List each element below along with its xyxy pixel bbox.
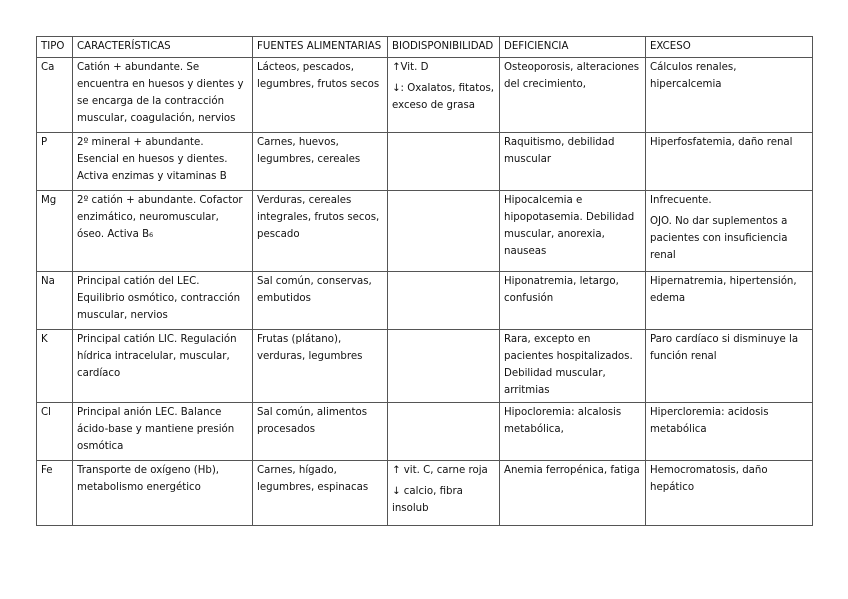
cell-fuentes: Carnes, hígado, legumbres, espinacas xyxy=(253,461,388,526)
header-deficiencia: DEFICIENCIA xyxy=(500,37,646,58)
table-row xyxy=(37,461,813,526)
cell-fuentes: Lácteos, pescados, legumbres, frutos secos xyxy=(253,58,388,133)
table-row xyxy=(37,133,813,191)
header-caracteristicas: CARACTERÍSTICAS xyxy=(73,37,253,58)
cell-tipo: Mg xyxy=(37,191,73,272)
cell-exceso: Hemocromatosis, daño hepático xyxy=(646,461,813,526)
cell-biodisponibilidad xyxy=(388,461,500,526)
cell-biodisponibilidad xyxy=(388,58,500,133)
cell-exceso: Cálculos renales, hipercalcemia xyxy=(646,58,813,133)
cell-fuentes: Carnes, huevos, legumbres, cereales xyxy=(253,133,388,191)
header-fuentes: FUENTES ALIMENTARIAS xyxy=(253,37,388,58)
cell-deficiencia: Hiponatremia, letargo, confusión xyxy=(500,272,646,330)
cell-biodisponibilidad xyxy=(388,133,500,191)
header-exceso: EXCESO xyxy=(646,37,813,58)
header-row xyxy=(37,37,813,58)
bio-increase: ↑ vit. C, carne roja xyxy=(392,465,488,476)
cell-tipo: Fe xyxy=(37,461,73,526)
cell-deficiencia: Raquitismo, debilidad muscular xyxy=(500,133,646,191)
table-row xyxy=(37,191,813,272)
cell-caracteristicas: Principal catión LIC. Regulación hídrica intracelular, muscular, cardíaco xyxy=(73,330,253,403)
cell-fuentes: Sal común, alimentos procesados xyxy=(253,403,388,461)
header-tipo: TIPO xyxy=(37,37,73,58)
cell-fuentes: Frutas (plátano), verduras, legumbres xyxy=(253,330,388,403)
cell-tipo: Na xyxy=(37,272,73,330)
table-row xyxy=(37,403,813,461)
cell-exceso xyxy=(646,191,813,272)
cell-deficiencia: Hipocalcemia e hipopotasemia. Debilidad muscular, anorexia, nauseas xyxy=(500,191,646,272)
bio-decrease: ↓ calcio, fibra insolub xyxy=(392,486,463,514)
cell-exceso: Hipernatremia, hipertensión, edema xyxy=(646,272,813,330)
exceso-warning: OJO. No dar suplementos a pacientes con insuficiencia renal xyxy=(650,216,788,261)
cell-tipo: Cl xyxy=(37,403,73,461)
cell-tipo: Ca xyxy=(37,58,73,133)
cell-tipo: K xyxy=(37,330,73,403)
cell-biodisponibilidad xyxy=(388,191,500,272)
header-biodisponibilidad: BIODISPONIBILIDAD xyxy=(388,37,500,58)
cell-deficiencia: Osteoporosis, alteraciones del crecimiento, xyxy=(500,58,646,133)
cell-tipo: P xyxy=(37,133,73,191)
cell-biodisponibilidad xyxy=(388,330,500,403)
cell-exceso: Hiperfosfatemia, daño renal xyxy=(646,133,813,191)
cell-biodisponibilidad xyxy=(388,403,500,461)
table-row xyxy=(37,272,813,330)
table-row xyxy=(37,58,813,133)
cell-exceso: Hipercloremia: acidosis metabólica xyxy=(646,403,813,461)
cell-caracteristicas: Transporte de oxígeno (Hb), metabolismo energético xyxy=(73,461,253,526)
bio-decrease: ↓: Oxalatos, fitatos, exceso de grasa xyxy=(392,83,495,111)
cell-fuentes: Verduras, cereales integrales, frutos secos, pescado xyxy=(253,191,388,272)
cell-biodisponibilidad xyxy=(388,272,500,330)
exceso-note: Infrecuente. xyxy=(650,195,712,206)
cell-deficiencia: Hipocloremia: alcalosis metabólica, xyxy=(500,403,646,461)
bio-increase: ↑Vit. D xyxy=(392,62,429,73)
cell-fuentes: Sal común, conservas, embutidos xyxy=(253,272,388,330)
cell-caracteristicas: 2º mineral + abundante. Esencial en huesos y dientes. Activa enzimas y vitaminas B xyxy=(73,133,253,191)
cell-caracteristicas: Principal catión del LEC. Equilibrio osmótico, contracción muscular, nervios xyxy=(73,272,253,330)
cell-exceso: Paro cardíaco si disminuye la función renal xyxy=(646,330,813,403)
cell-deficiencia: Rara, excepto en pacientes hospitalizados. Debilidad muscular, arritmias xyxy=(500,330,646,403)
minerals-table xyxy=(36,36,813,526)
table-row xyxy=(37,330,813,403)
cell-caracteristicas: Catión + abundante. Se encuentra en huesos y dientes y se encarga de la contracción muscular, coagulación, nervios xyxy=(73,58,253,133)
cell-caracteristicas: 2º catión + abundante. Cofactor enzimático, neuromuscular, óseo. Activa B₆ xyxy=(73,191,253,272)
cell-deficiencia: Anemia ferropénica, fatiga xyxy=(500,461,646,526)
cell-caracteristicas: Principal anión LEC. Balance ácido-base y mantiene presión osmótica xyxy=(73,403,253,461)
